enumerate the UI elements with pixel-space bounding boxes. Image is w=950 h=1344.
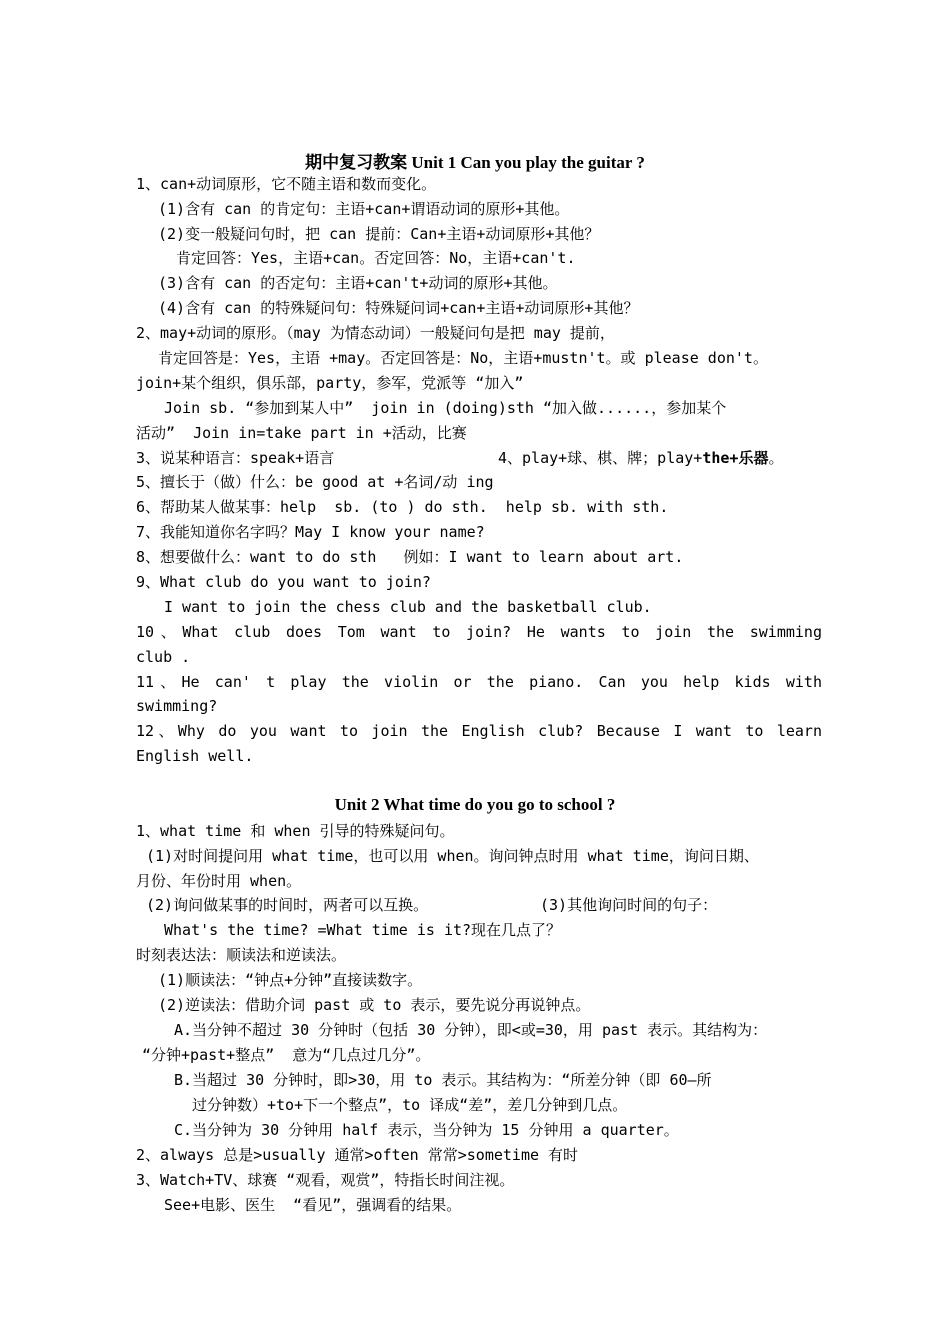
unit2-line-9: (2)逆读法：借助介词 past 或 to 表示，要先说分再说钟点。 bbox=[158, 996, 591, 1014]
unit2-line-14: C.当分钟为 30 分钟用 half 表示，当分钟为 15 分钟用 a quarter。 bbox=[174, 1121, 679, 1139]
unit1-line-9: join+某个组织，俱乐部，party，参军，党派等 “加入” bbox=[136, 374, 524, 392]
unit2-line-13: 过分钟数）+to+下一个整点”，to 译成“差”，差几分钟到几点。 bbox=[192, 1096, 628, 1114]
unit1-line-12: 3、说某种语言：speak+语言 bbox=[136, 449, 335, 467]
unit2-line-5: (3)其他询问时间的句子： bbox=[540, 896, 718, 914]
unit2-line-16: 3、Watch+TV、球赛 “观看，观赏”，特指长时间注视。 bbox=[136, 1171, 515, 1189]
unit1-line-1: 1、can+动词原形，它不随主语和数而变化。 bbox=[136, 175, 437, 193]
unit2-line-10: A.当分钟不超过 30 分钟时（包括 30 分钟），即<或=30，用 past 表示。其结构为： bbox=[174, 1021, 768, 1039]
unit2-line-6: What's the time? =What time is it?现在几点了？ bbox=[164, 921, 562, 939]
unit2-line-2: (1)对时间提问用 what time，也可以用 when。询问钟点时用 what time，询问日期、 bbox=[146, 847, 759, 865]
unit2-line-1: 1、what time 和 when 引导的特殊疑问句。 bbox=[136, 822, 455, 840]
unit1-line-3: (2)变一般疑问句时，把 can 提前：Can+主语+动词原形+其他？ bbox=[158, 225, 600, 243]
unit1-line-4: 肯定回答：Yes，主语+can。否定回答：No，主语+can't. bbox=[176, 249, 576, 267]
unit1-line-13-text: 4、play+球、棋、牌；play+ bbox=[498, 449, 703, 467]
unit1-line-20: 10、What club does Tom want to join? He wants to join the swimming bbox=[136, 623, 822, 641]
unit2-line-11: “分钟+past+整点” 意为“几点过几分”。 bbox=[142, 1046, 431, 1064]
unit1-line-17: 8、想要做什么：want to do sth 例如：I want to learn about art. bbox=[136, 548, 684, 566]
unit1-title: 期中复习教案 Unit 1 Can you play the guitar ? bbox=[305, 153, 645, 172]
unit1-line-14: 5、擅长于（做）什么：be good at +名词/动 ing bbox=[136, 473, 494, 491]
unit2-line-4: (2)询问做某事的时间时，两者可以互换。 bbox=[146, 896, 429, 914]
unit1-line-22: 11、He can' t play the violin or the piano. Can you help kids with bbox=[136, 673, 822, 691]
unit1-line-15: 6、帮助某人做某事：help sb. (to ) do sth. help sb. with sth. bbox=[136, 498, 669, 516]
unit2-line-8: (1)顺读法：“钟点+分钟”直接读数字。 bbox=[158, 971, 423, 989]
unit1-line-6: (4)含有 can 的特殊疑问句：特殊疑问词+can+主语+动词原形+其他？ bbox=[158, 299, 639, 317]
unit1-line-13 bbox=[498, 448, 783, 468]
unit1-line-16: 7、我能知道你名字吗？May I know your name? bbox=[136, 523, 485, 541]
unit1-line-24: 12、Why do you want to join the English club? Because I want to learn bbox=[136, 722, 822, 740]
unit1-line-13-bold: the+乐器 bbox=[702, 449, 769, 467]
unit1-line-2: (1)含有 can 的肯定句：主语+can+谓语动词的原形+其他。 bbox=[158, 200, 570, 218]
unit1-line-8: 肯定回答是：Yes，主语 +may。否定回答是：No，主语+mustn't。或 please don't。 bbox=[158, 349, 768, 367]
unit2-line-17: See+电影、医生 “看见”，强调看的结果。 bbox=[164, 1196, 462, 1214]
unit1-line-23: swimming? bbox=[136, 697, 218, 715]
unit2-line-12: B.当超过 30 分钟时，即>30，用 to 表示。其结构为：“所差分钟（即 60—所 bbox=[174, 1071, 712, 1089]
unit1-line-21: club . bbox=[136, 648, 191, 666]
unit1-line-11: 活动” Join in=take part in +活动，比赛 bbox=[136, 424, 467, 442]
unit1-line-25: English well. bbox=[136, 747, 254, 765]
unit2-line-3: 月份、年份时用 when。 bbox=[136, 872, 302, 890]
unit1-line-7: 2、may+动词的原形。（may 为情态动词）一般疑问句是把 may 提前， bbox=[136, 324, 615, 342]
unit1-line-10: Join sb. “参加到某人中” join in (doing)sth “加入做......，参加某个 bbox=[164, 399, 727, 417]
unit1-line-19: I want to join the chess club and the basketball club. bbox=[164, 598, 652, 616]
unit1-line-13-end: 。 bbox=[768, 449, 784, 467]
unit1-line-18: 9、What club do you want to join? bbox=[136, 573, 431, 591]
unit2-title: Unit 2 What time do you go to school ? bbox=[334, 795, 616, 814]
unit2-line-7: 时刻表达法：顺读法和逆读法。 bbox=[136, 946, 347, 964]
unit1-line-5: (3)含有 can 的否定句：主语+can't+动词的原形+其他。 bbox=[158, 274, 558, 292]
unit2-line-15: 2、always 总是>usually 通常>often 常常>sometime 有时 bbox=[136, 1146, 579, 1164]
